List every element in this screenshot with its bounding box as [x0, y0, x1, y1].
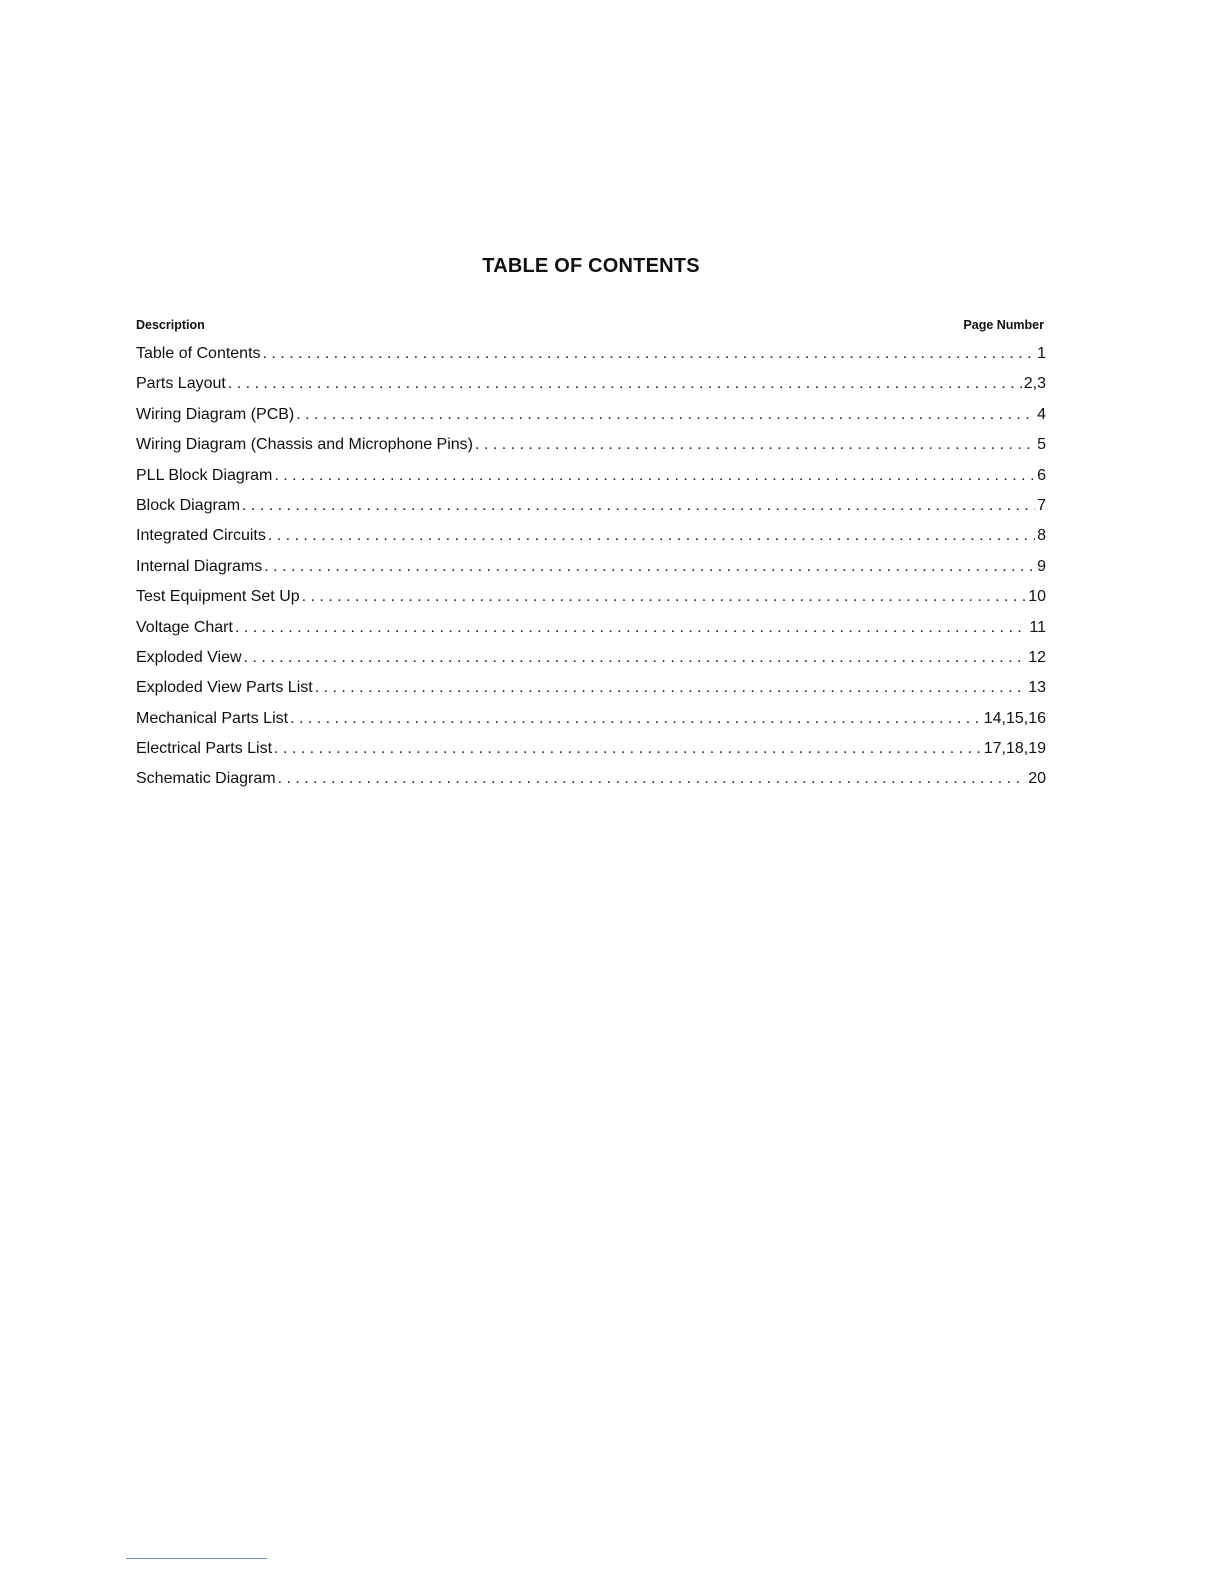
dot-leader [268, 527, 1035, 545]
toc-entry-label: Electrical Parts List [136, 740, 273, 758]
toc-entry-label: Exploded View [136, 648, 242, 666]
dot-leader [274, 467, 1035, 485]
toc-entry-page: 4 [1037, 405, 1046, 423]
toc-list [136, 345, 1046, 801]
footer-rule [126, 1558, 267, 1559]
dot-leader [244, 649, 1027, 667]
toc-entry-page: 9 [1037, 557, 1046, 575]
toc-entry-block-diagram [136, 497, 1046, 527]
toc-entry-page: 10 [1028, 588, 1046, 606]
toc-entry-page: 2,3 [1023, 375, 1046, 393]
toc-entry-schematic-diagram [136, 770, 1046, 800]
toc-entry-exploded-view-parts-list [136, 679, 1046, 709]
page-title: TABLE OF CONTENTS [482, 255, 700, 277]
toc-entry-page: 14,15,16 [983, 709, 1046, 727]
dot-leader [302, 588, 1027, 606]
toc-entry-label: Block Diagram [136, 496, 241, 514]
dot-leader [290, 710, 982, 728]
toc-entry-page: 20 [1028, 770, 1046, 788]
toc-entry-page: 17,18,19 [983, 740, 1046, 758]
toc-entry-pll-block-diagram [136, 467, 1046, 497]
toc-entry-table-of-contents [136, 345, 1046, 375]
dot-leader [296, 406, 1035, 424]
dot-leader [475, 436, 1035, 454]
toc-entry-label: Parts Layout [136, 375, 226, 393]
toc-entry-page: 6 [1037, 466, 1046, 484]
toc-entry-label: Internal Diagrams [136, 557, 263, 575]
toc-entry-wiring-diagram-pcb [136, 406, 1046, 436]
dot-leader [235, 619, 1027, 637]
toc-entry-integrated-circuits [136, 527, 1046, 557]
dot-leader [274, 740, 982, 758]
toc-entry-label: Table of Contents [136, 345, 261, 362]
toc-entry-label: Voltage Chart [136, 618, 233, 636]
toc-entry-page: 7 [1037, 496, 1046, 514]
toc-entry-page: 11 [1029, 618, 1046, 636]
toc-entry-label: Integrated Circuits [136, 527, 266, 545]
page-number-column-header: Page Number [963, 318, 1044, 332]
dot-leader [315, 679, 1027, 697]
dot-leader [264, 558, 1035, 576]
toc-entry-mechanical-parts-list [136, 710, 1046, 740]
toc-entry-internal-diagrams [136, 558, 1046, 588]
toc-entry-label: Wiring Diagram (PCB) [136, 405, 295, 423]
toc-entry-parts-layout [136, 375, 1046, 405]
toc-entry-page: 13 [1028, 679, 1046, 697]
toc-entry-label: Test Equipment Set Up [136, 588, 300, 606]
toc-entry-page: 5 [1037, 436, 1046, 454]
toc-entry-exploded-view [136, 649, 1046, 679]
dot-leader [242, 497, 1035, 515]
toc-entry-label: Mechanical Parts List [136, 709, 289, 727]
toc-entry-label: PLL Block Diagram [136, 466, 273, 484]
toc-entry-electrical-parts-list [136, 740, 1046, 770]
toc-entry-label: Wiring Diagram (Chassis and Microphone Pins) [136, 436, 474, 454]
toc-entry-wiring-diagram-chassis [136, 436, 1046, 466]
toc-entry-label: Schematic Diagram [136, 770, 276, 788]
toc-entry-page: 1 [1037, 345, 1046, 362]
toc-entry-voltage-chart [136, 619, 1046, 649]
toc-entry-label: Exploded View Parts List [136, 679, 313, 697]
description-column-header: Description [136, 318, 205, 332]
dot-leader [278, 770, 1027, 788]
toc-entry-test-equipment-set-up [136, 588, 1046, 618]
dot-leader [263, 345, 1036, 363]
dot-leader [228, 375, 1022, 393]
toc-entry-page: 12 [1028, 648, 1046, 666]
toc-entry-page: 8 [1037, 527, 1046, 545]
